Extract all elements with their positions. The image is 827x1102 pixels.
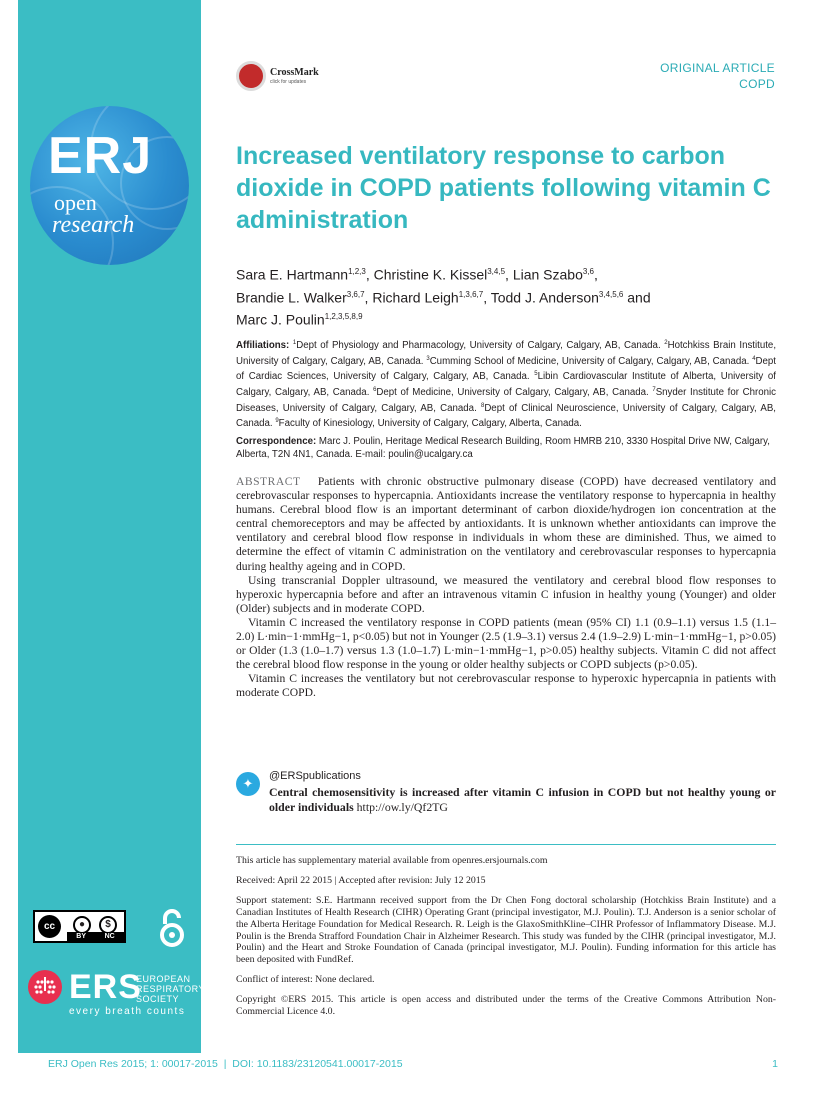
correspondence-text: Marc J. Poulin, Heritage Medical Research Building, Room HMRB 210, 3330 Hospital Drive NW, Calgary, Alberta, T2N 4N1, Canada. E-mail: poulin@ucalgary.ca [236, 436, 770, 460]
crossmark-label: CrossMark [270, 67, 319, 78]
affiliation-text: Snyder Institute for Chronic Diseases, University of Calgary, Calgary, AB, Canada. [236, 387, 776, 414]
author-name: Richard Leigh [372, 289, 459, 306]
tweet-text [269, 785, 776, 814]
article-title: Increased ventilatory response to carbon dioxide in COPD patients following vitamin C administration [236, 142, 771, 234]
tweet-handle[interactable]: @ERSpublications [269, 770, 361, 782]
affiliation-text: Dept of Physiology and Pharmacology, University of Calgary, Calgary, AB, Canada. [296, 340, 665, 352]
crossmark-sub: click for updates [270, 79, 307, 85]
affiliation-text: Faculty of Kinesiology, University of Calgary, Calgary, Alberta, Canada. [278, 418, 582, 430]
author-affiliation-marker: 1,2,3,5,8,9 [324, 312, 363, 322]
crossmark-badge[interactable] [236, 61, 326, 93]
tweet-headline: Central chemosensitivity is increased after vitamin C infusion in COPD but not healthy young or older individuals [269, 785, 776, 814]
author-list: Sara E. Hartmann$^{1,2,3}$, Christine K. Kissel$^{3,4,5}$, Lian Szabo$^{3,6}$, Brandie L. Walker$^{3,6,7}$, Richard Leigh$^{1,3,6,7}$, Todd J. Anderson$^{3,4,5,6}$ and Marc J. Poulin$^{1,2,3,5,8,9}$ [236, 266, 651, 328]
abstract-p3: Vitamin C increased the ventilatory response in COPD patients (mean (95% CI) 1.1 (0.9–1.1) versus 1.5 (1.1–2.0) L·min−1·mmHg−1, p<0.05) but not in Younger (2.5 (1.9–3.1) versus 2.4 (1.9–2.9) L·min−1·mmHg−1, p>0.05) or Older (1.3 (1.0–1.7) versus 1.3 (1.0–1.7) L·min−1·mmHg−1, p>0.05) healthy subjects. Vitamin C did not affect the cerebral blood flow response in the young or older healthy subjects or COPD subjects (p>0.05). [236, 615, 776, 672]
affiliation-text: Dept of Cardiac Sciences, University of Calgary, Calgary, AB, Canada. [236, 355, 776, 383]
ers-society-name: EUROPEAN RESPIRATORY SOCIETY [136, 974, 206, 1004]
support-statement: Support statement: S.E. Hartmann received support from the Dr Chen Fong doctoral scholarship (Hotchkiss Brain Institute) and a Canadian Institutes of Health Research (CIHR) Operating Grant (principal investigator, M.J. Poulin). T.J. Anderson is a senior scholar of the Alberta Heritage Foundation for Medical Research. R. Leigh is the GlaxoSmithKline–CIHR Professor of Inflammatory Disease. M.J. Poulin is the Brenda Strafford Foundation Chair in Alzheimer Research. This study was funded by the CIHR (principal investigator, M.J. Poulin) and the Heart and Stroke Foundation of Canada (principal investigator, M.J. Poulin). Funding information for this article has been deposited with FundRef. [236, 894, 776, 966]
author-name: Christine K. Kissel [373, 266, 488, 283]
license-by: BY [76, 933, 87, 940]
author-affiliation-marker: 3,6 [582, 267, 594, 276]
affiliation-number: 8 [480, 402, 485, 409]
divider [236, 844, 776, 845]
author-affiliation-marker: 1,2,3 [348, 267, 366, 276]
author-affiliation-marker: 1,3,6,7 [458, 289, 484, 299]
affiliation-number: 5 [534, 371, 538, 378]
copyright-statement: Copyright ©ERS 2015. This article is open access and distributed under the terms of the Creative Commons Attribution Non-Commercial Licence 4.0. [236, 994, 776, 1018]
article-type-label: ORIGINAL ARTICLE [660, 61, 775, 75]
author-name: Brandie L. Walker [236, 289, 347, 306]
ers-lungs-icon [28, 970, 62, 1004]
author-name: Todd J. Anderson [490, 289, 599, 306]
crossmark-icon [236, 61, 266, 91]
ers-wordmark: ERS [69, 968, 142, 1006]
author-name: Lian Szabo [512, 266, 583, 283]
abstract-p4: Vitamin C increases the ventilatory but not cerebrovascular response to hyperoxic hypercapnia in patients with moderate COPD. [236, 672, 776, 700]
affiliation-number: 7 [652, 386, 656, 393]
abstract-p1: Patients with chronic obstructive pulmonary disease (COPD) have decreased ventilatory and cerebrovascular responses to hypercapnia. Antioxidants increase the ventilatory response to hypercapnia in healthy humans. Cerebral blood flow is an important determinant of carbon dioxide/hydrogen ion concentration at the central chemoreceptors and may be affected by antioxidants. It is unknown whether antioxidants can improve the ventilatory and cerebral blood flow response in individuals in whom these are diminished. Thus, we aimed to determine the effect of vitamin C administration on the ventilatory and cerebrovascular responses to hypercapnia during healthy ageing and in COPD. [236, 475, 776, 573]
author-affiliation-marker: 3,4,5,6 [598, 289, 624, 299]
nc-icon: $ [99, 916, 117, 934]
affiliation-number: 4 [752, 355, 756, 362]
article-notes [236, 855, 776, 1026]
tweet-link[interactable]: http://ow.ly/Qf2TG [356, 799, 448, 814]
twitter-bird-icon[interactable]: ✦ [236, 772, 260, 796]
cc-icon: cc [38, 915, 61, 938]
supplementary-note: This article has supplementary material available from openres.ersjournals.com [236, 855, 548, 866]
affiliation-text: Cumming School of Medicine, University of Calgary, Calgary, AB, Canada. [429, 355, 753, 367]
affiliation-number: 1 [292, 340, 297, 346]
article-topic-label: COPD [739, 77, 775, 91]
abstract-p2: Using transcranial Doppler ultrasound, we measured the ventilatory and cerebral blood flow responses to hyperoxic hypercapnia before and after an intravenous vitamin C infusion in healthy young (Younger) and older (Older) subjects and in moderate COPD. [236, 573, 776, 615]
page-number: 1 [772, 1058, 778, 1070]
affiliation-number: 9 [275, 418, 279, 425]
license-nc: NC [104, 933, 115, 940]
affiliation-text: Libin Cardiovascular Institute of Alberta, University of Calgary, Calgary, AB, Canada. [236, 371, 777, 399]
affiliation-number: 3 [426, 355, 430, 362]
author-affiliation-marker: 3,6,7 [346, 289, 365, 299]
received-dates: Received: April 22 2015 | Accepted after revision: July 12 2015 [236, 874, 486, 886]
author-affiliation-marker: 3,4,5 [487, 267, 506, 276]
logo-open: open [54, 190, 97, 215]
by-icon: ● [73, 916, 91, 934]
affiliation-text: Hotchkiss Brain Institute, University of Calgary, Calgary, AB, Canada. [236, 340, 777, 367]
erj-open-research-logo [30, 106, 189, 265]
affiliation-text: Dept of Clinical Neuroscience, University of Calgary, Calgary, AB, Canada. [236, 402, 776, 430]
affiliations-label: Affiliations: [236, 340, 290, 352]
page-footer [48, 1058, 778, 1070]
abstract-label: ABSTRACT [236, 475, 301, 488]
cc-by-nc-license-badge[interactable] [33, 910, 126, 943]
affiliation-text: Dept of Medicine, University of Calgary, Calgary, AB, Canada. [376, 387, 653, 399]
footer-citation: ERJ Open Res 2015; 1: 00017-2015 | DOI: 10.1183/23120541.00017-2015 [48, 1058, 403, 1070]
author-name: Sara E. Hartmann [236, 266, 349, 283]
abstract [236, 475, 776, 701]
affiliation-number: 6 [373, 386, 377, 393]
logo-erj: ERJ [48, 127, 153, 185]
correspondence-label: Correspondence: [236, 436, 317, 447]
correspondence [236, 436, 776, 461]
ers-tagline: every breath counts [69, 1006, 186, 1017]
article-type [660, 60, 775, 92]
logo-research: research [52, 212, 135, 238]
conflict-of-interest: Conflict of interest: None declared. [236, 974, 375, 986]
author-name: Marc J. Poulin [236, 311, 325, 328]
affiliation-number: 2 [664, 340, 668, 346]
affiliations [236, 337, 776, 431]
open-access-icon [158, 908, 186, 948]
